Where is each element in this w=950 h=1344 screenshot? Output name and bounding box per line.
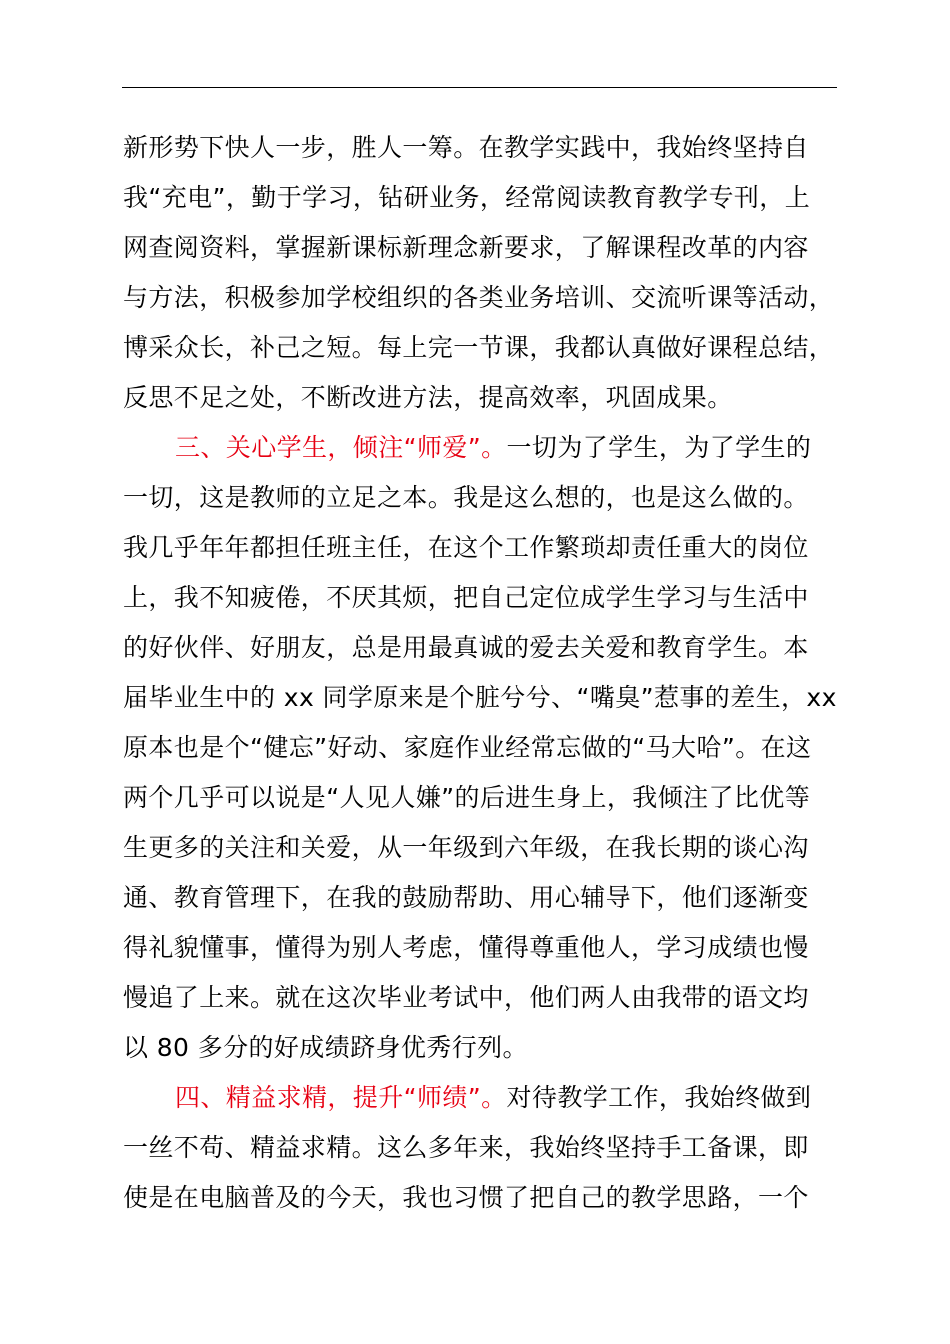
section-4-heading: 四、精益求精，提升“师绩”。: [175, 1083, 507, 1112]
text-line: 我几乎年年都担任班主任，在这个工作繁琐却责任重大的岗位: [123, 533, 809, 562]
section-3-heading: 三、关心学生，倾注“师爱”。: [175, 433, 507, 462]
text-line: 两个几乎可以说是“人见人嫌”的后进生身上，我倾注了比优等: [123, 783, 811, 812]
section-4-paragraph: [123, 1073, 863, 1223]
text-line: 一丝不苟、精益求精。这么多年来，我始终坚持手工备课，即: [123, 1133, 809, 1162]
text-line: 与方法，积极参加学校组织的各类业务培训、交流听课等活动，: [123, 283, 835, 312]
section-4-first-line: [123, 1073, 863, 1123]
text-line: 反思不足之处，不断改进方法，提高效率，巩固成果。: [123, 383, 733, 412]
text-line: 通、教育管理下，在我的鼓励帮助、用心辅导下，他们逐渐变: [123, 883, 809, 912]
section-3-first-line-text: 一切为了学生，为了学生的: [506, 433, 812, 462]
text-line: 以 80 多分的好成绩跻身优秀行列。: [123, 1033, 528, 1062]
text-line: 生更多的关注和关爱，从一年级到六年级，在我长期的谈心沟: [123, 833, 809, 862]
section-4-first-line-text: 对待教学工作，我始终做到: [506, 1083, 812, 1112]
text-line: 我“充电”，勤于学习，钻研业务，经常阅读教育教学专刊，上: [123, 183, 811, 212]
text-line: 上，我不知疲倦，不厌其烦，把自己定位成学生学习与生活中: [123, 583, 809, 612]
text-line: 一切，这是教师的立足之本。我是这么想的，也是这么做的。: [123, 483, 809, 512]
paragraph-continued: [123, 123, 863, 423]
header-rule: [122, 87, 837, 88]
document-body: [123, 123, 863, 1223]
text-line: 得礼貌懂事，懂得为别人考虑，懂得尊重他人，学习成绩也慢: [123, 933, 809, 962]
text-line: 慢追了上来。就在这次毕业考试中，他们两人由我带的语文均: [123, 983, 809, 1012]
section-3-first-line: [123, 423, 863, 473]
text-line: 博采众长，补己之短。每上完一节课，我都认真做好课程总结，: [123, 333, 835, 362]
text-line: 原本也是个“健忘”好动、家庭作业经常忘做的“马大哈”。在这: [123, 733, 812, 762]
section-3-paragraph: [123, 423, 863, 1073]
text-line: 新形势下快人一步，胜人一筹。在教学实践中，我始终坚持自: [123, 133, 809, 162]
text-line: 的好伙伴、好朋友，总是用最真诚的爱去关爱和教育学生。本: [123, 633, 809, 662]
text-line: 使是在电脑普及的今天，我也习惯了把自己的教学思路，一个: [123, 1183, 809, 1212]
text-line: 网查阅资料，掌握新课标新理念新要求，了解课程改革的内容: [123, 233, 809, 262]
text-line: 届毕业生中的 xx 同学原来是个脏兮兮、“嘴臭”惹事的差生，xx: [123, 683, 837, 712]
